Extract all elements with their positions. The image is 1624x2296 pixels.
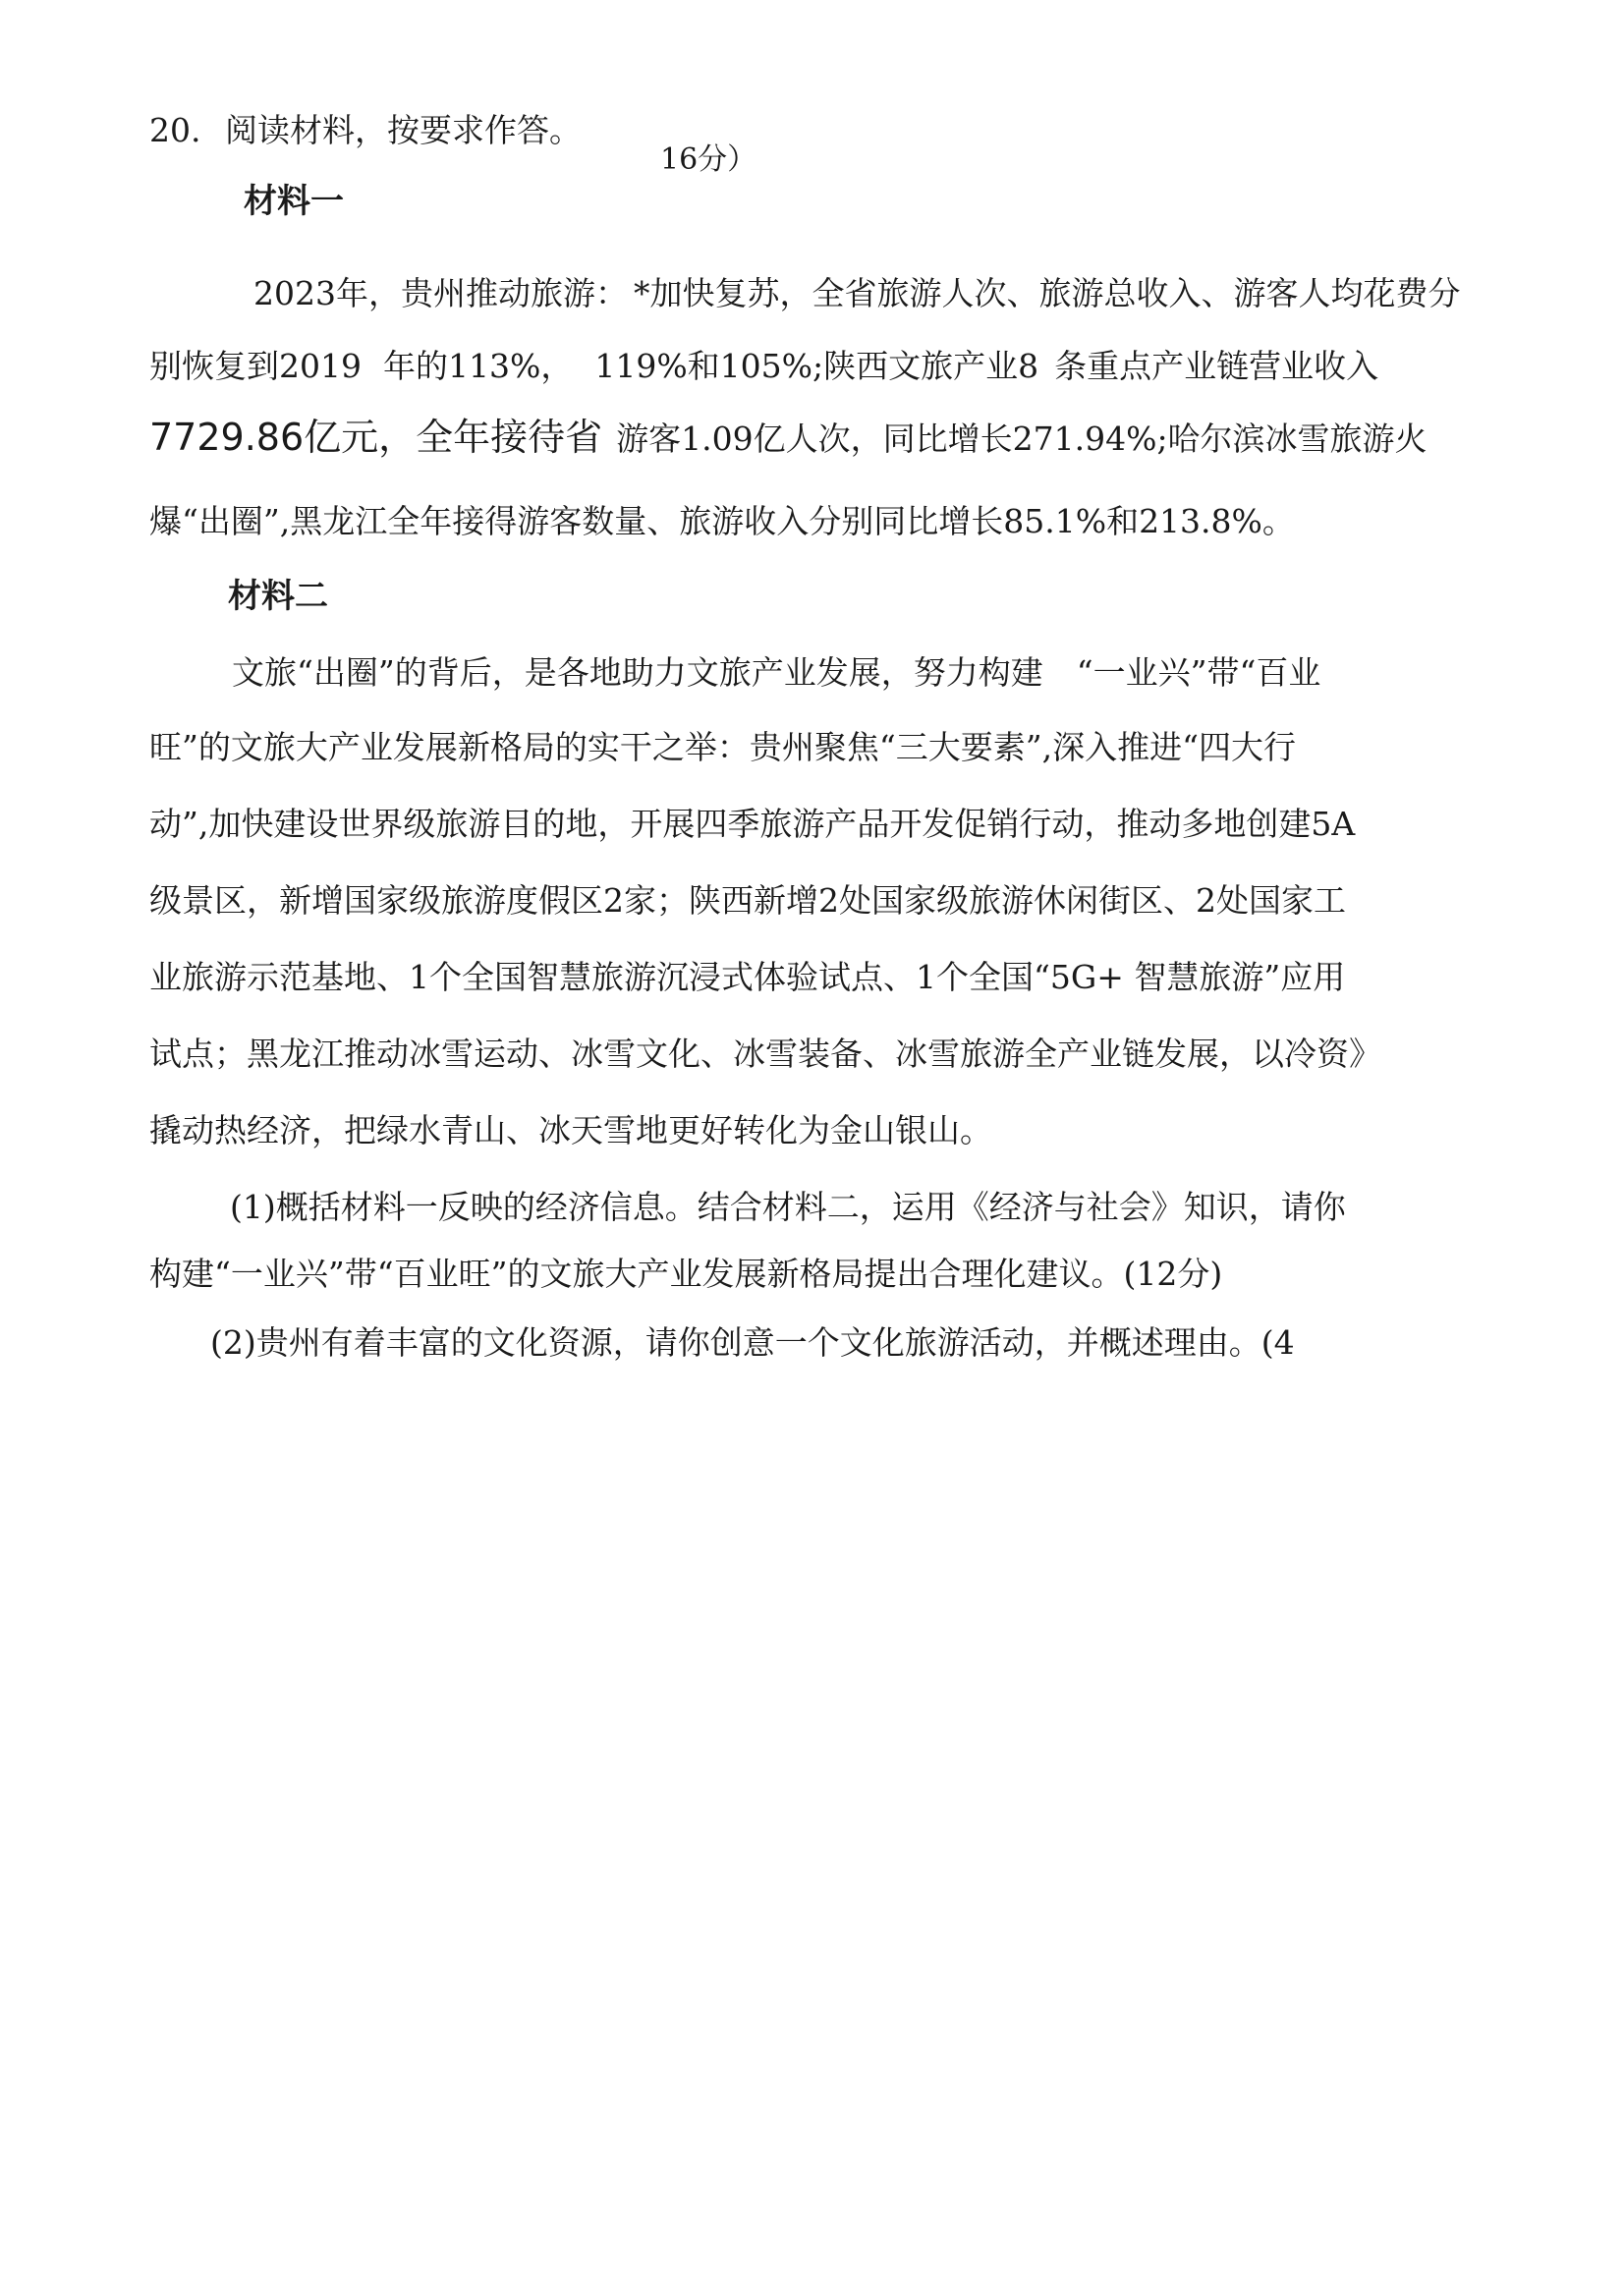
material-two-line-1-b: “一业兴”带“百业 <box>1076 653 1321 692</box>
material-two-line-1-a: 文旅“出圈”的背后，是各地助力文旅产业发展，努力构建 <box>232 653 1043 692</box>
material-one-line-4: 爆“出圈”,黑龙江全年接得游客数量、旅游收入分别同比增长85.1%和213.8%。 <box>149 502 1295 540</box>
material-two-line-5: 业旅游示范基地、1个全国智慧旅游沉浸式体验试点、1个全国“5G+ 智慧旅游”应用 <box>149 958 1346 996</box>
question-header <box>149 111 582 149</box>
sub-question-1-line-2: 构建“一业兴”带“百业旺”的文旅大产业发展新格局提出合理化建议。(12分) <box>149 1255 1223 1293</box>
material-one-line-2-c: 119%和105%;陕西文旅产业8 <box>594 347 1039 385</box>
material-one-line-1-b: *加快复苏，全省旅游人次、旅游总收入、游客人均花费分 <box>633 274 1461 312</box>
material-two-line-6: 试点；黑龙江推动冰雪运动、冰雪文化、冰雪装备、冰雪旅游全产业链发展，以冷资》 <box>149 1035 1381 1073</box>
material-one-line-2-d: 条重点产业链营业收入 <box>1054 347 1379 385</box>
material-one-line-3-a: 7729.86亿元，全年接待省 <box>149 416 603 459</box>
material-two-heading: 材料二 <box>228 577 328 616</box>
material-two-line-2: 旺”的文旅大产业发展新格局的实干之举：贵州聚焦“三大要素”,深入推进“四大行 <box>149 728 1296 766</box>
material-one-line-2 <box>149 347 1379 385</box>
material-one-line-3-b: 游客1.09亿人次，同比增长271.94%;哈尔滨冰雪旅游火 <box>616 420 1428 458</box>
material-one-line-2-b: 年的113%， <box>382 347 574 385</box>
material-one-line-2-a: 别恢复到2019 <box>149 347 362 385</box>
material-one-line-3 <box>149 416 1428 459</box>
material-two-line-7: 撬动热经济，把绿水青山、冰天雪地更好转化为金山银山。 <box>149 1111 992 1149</box>
material-two-line-1 <box>232 653 1321 692</box>
material-two-line-3: 动”,加快建设世界级旅游目的地，开展四季旅游产品开发促销行动，推动多地创建5A <box>149 805 1356 843</box>
question-prompt: 阅读材料，按要求作答。 <box>224 111 582 149</box>
material-one-line-1 <box>253 274 1461 312</box>
question-score: 16分） <box>660 142 757 177</box>
material-one-line-1-a: 2023年，贵州推动旅游： <box>253 274 628 312</box>
material-two-line-4: 级景区，新增国家级旅游度假区2家；陕西新增2处国家级旅游休闲街区、2处国家工 <box>149 881 1346 920</box>
sub-question-2-line-1: (2)贵州有着丰富的文化资源，请你创意一个文化旅游活动，并概述理由。(4 <box>210 1323 1295 1362</box>
sub-question-1-line-1: (1)概括材料一反映的经济信息。结合材料二，运用《经济与社会》知识，请你 <box>230 1188 1346 1226</box>
question-number: 20. <box>149 111 201 149</box>
material-one-heading: 材料一 <box>244 182 344 221</box>
